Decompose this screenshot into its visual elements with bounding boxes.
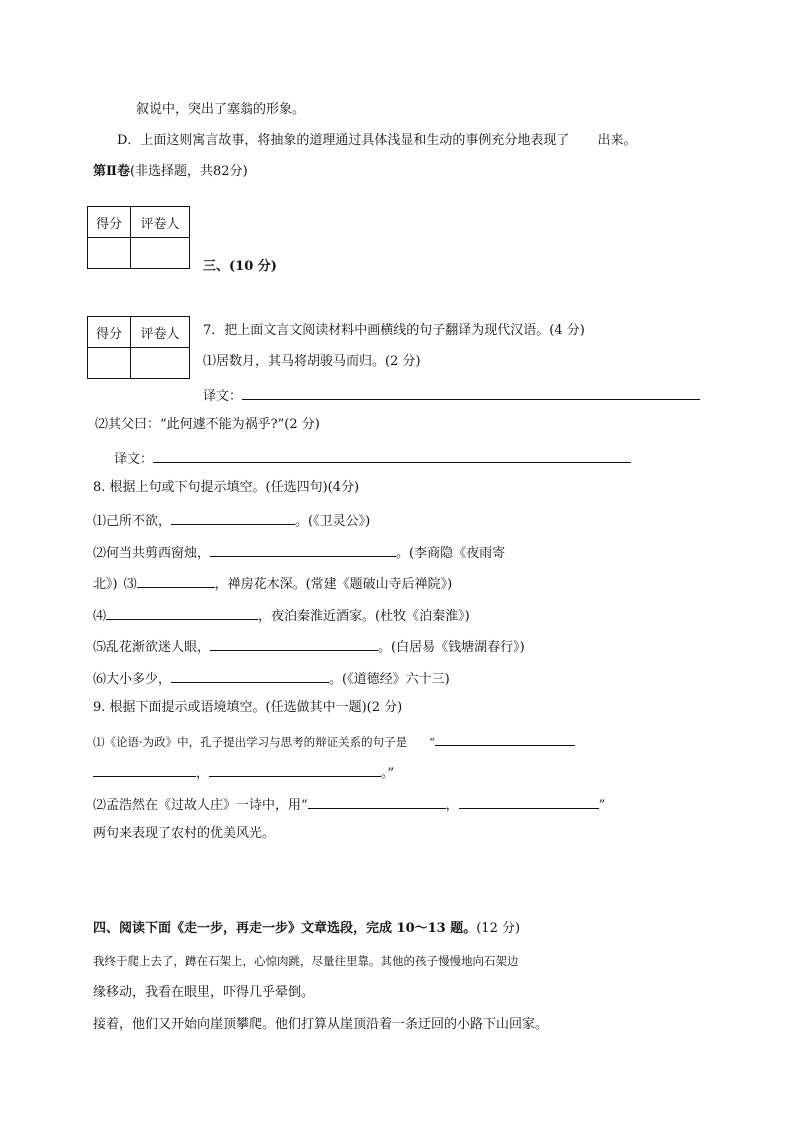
q9-s1-line2	[93, 762, 394, 783]
option-d	[117, 132, 636, 150]
part2-title: 第Ⅱ卷	[93, 164, 130, 179]
q7-sub1: ⑴居数月，其马将胡骏马而归。(2 分)	[203, 354, 421, 369]
q8-l4-num: ⑷	[93, 609, 107, 624]
q8-l1-prompt: ⑴己所不欲，	[93, 514, 172, 529]
q8-l3-num: ⑶	[123, 577, 137, 592]
passage-paragraph-1: 我终于爬上去了，蹲在石架上，心惊肉跳，尽量往里靠。其他的孩子慢慢地向石架边	[93, 954, 519, 968]
q7-translation-2	[114, 448, 631, 469]
translation-label: 译文：	[203, 389, 243, 404]
q8-blank-1[interactable]	[171, 510, 295, 525]
q9-s1-line1	[93, 731, 575, 751]
q9-s2-comma: ，	[445, 798, 459, 813]
q9-blank-1b[interactable]	[93, 762, 196, 777]
q8-l2-prompt: ⑵何当共剪西窗烛，	[93, 546, 211, 561]
q8-l2-source-end: 北》)	[93, 577, 118, 592]
q7-sub2: ⑵其父曰：“此何遽不能为祸乎?”(2 分)	[95, 417, 320, 432]
score-cell[interactable]	[88, 238, 131, 269]
q8-l6-prompt: ⑹大小多少，	[93, 672, 172, 687]
translation-blank-2[interactable]	[153, 448, 631, 463]
section4-heading	[93, 920, 520, 938]
q9-s2-line1	[93, 794, 605, 815]
q8-l6-source: 。(《道德经》六十三)	[329, 672, 450, 687]
option-c-continuation: 叙说中，突出了塞翁的形象。	[136, 102, 306, 117]
q9-blank-1a[interactable]	[435, 731, 575, 746]
q8-line4	[93, 605, 470, 626]
passage-paragraph-1-cont: 缘移动，我看在眼里，吓得几乎晕倒。	[93, 985, 315, 1000]
grader-cell[interactable]	[131, 348, 190, 379]
q8-stem: 8. 根据上句或下句提示填空。(任选四句)(4分)	[93, 480, 360, 495]
score-table-section3	[87, 206, 190, 269]
q8-line2	[93, 542, 505, 563]
q9-s1-end: 。”	[381, 766, 395, 781]
section3-title: 三、(10 分)	[203, 259, 277, 274]
score-cell[interactable]	[88, 348, 131, 379]
score-label: 得分	[88, 207, 131, 238]
section4-title: 四、阅读下面《走一步，再走一步》文章选段，完成 10～13 题。	[93, 921, 477, 936]
q8-line5	[93, 636, 525, 657]
q9-s1-open-quote: “	[429, 735, 436, 749]
grader-label: 评卷人	[131, 207, 190, 238]
q8-line1	[93, 510, 370, 531]
part2-heading	[93, 163, 248, 181]
passage-paragraph-2: 接着，他们又开始向崖顶攀爬。他们打算从崖顶沿着一条迂回的小路下山回家。	[93, 1017, 549, 1032]
q9-s2-line2: 两句来表现了农村的优美风光。	[93, 826, 276, 841]
q8-l5-prompt: ⑸乱花渐欲迷人眼，	[93, 640, 211, 655]
q9-blank-2b[interactable]	[459, 794, 599, 809]
translation-label: 译文：	[114, 452, 154, 467]
q8-blank-5[interactable]	[210, 636, 378, 651]
q8-blank-4[interactable]	[106, 605, 258, 620]
q8-l3-prompt: ，禅房花木深。(常建《题破山寺后禅院》)	[214, 577, 453, 592]
q8-l5-source: 。(白居易《钱塘湖春行》)	[378, 640, 525, 655]
q8-line6	[93, 668, 450, 689]
q9-s1-prompt: ⑴《论语·为政》中，孔子提出学习与思考的辩证关系的句子是	[93, 735, 408, 749]
q8-line3	[93, 573, 452, 594]
q9-blank-2a[interactable]	[308, 794, 446, 809]
q8-l2-source: 。(李商隐《夜雨寄	[396, 546, 506, 561]
section4-points: (12 分)	[476, 921, 521, 936]
q9-s2-end: ”	[598, 798, 606, 813]
q7-translation-1	[203, 385, 700, 406]
q9-s2-prompt: ⑵孟浩然在《过故人庄》一诗中，用“	[93, 798, 308, 813]
q8-l1-source: 。(《卫灵公》)	[295, 514, 371, 529]
translation-blank-1[interactable]	[242, 385, 700, 400]
q8-l4-prompt: ，夜泊秦淮近酒家。(杜牧《泊秦淮》)	[258, 609, 470, 624]
option-d-text: D．上面这则寓言故事，将抽象的道理通过具体浅显和生动的事例充分地表现了	[117, 133, 570, 148]
q8-blank-2[interactable]	[210, 542, 396, 557]
grader-label: 评卷人	[131, 317, 190, 348]
q9-blank-1c[interactable]	[209, 762, 381, 777]
q7-stem: 7．把上面文言文阅读材料中画横线的句子翻译为现代汉语。(4 分)	[203, 323, 585, 338]
q9-s1-comma: ，	[196, 766, 210, 781]
part2-subtitle: (非选择题，共82分)	[129, 164, 248, 179]
score-table-q7	[87, 316, 190, 379]
q8-blank-3[interactable]	[137, 573, 215, 588]
q8-blank-6[interactable]	[171, 668, 329, 683]
grader-cell[interactable]	[131, 238, 190, 269]
q9-stem: 9. 根据下面提示或语境填空。(任选做其中一题)(2 分)	[93, 700, 403, 715]
score-label: 得分	[88, 317, 131, 348]
option-d-tail: 出来。	[597, 133, 637, 148]
